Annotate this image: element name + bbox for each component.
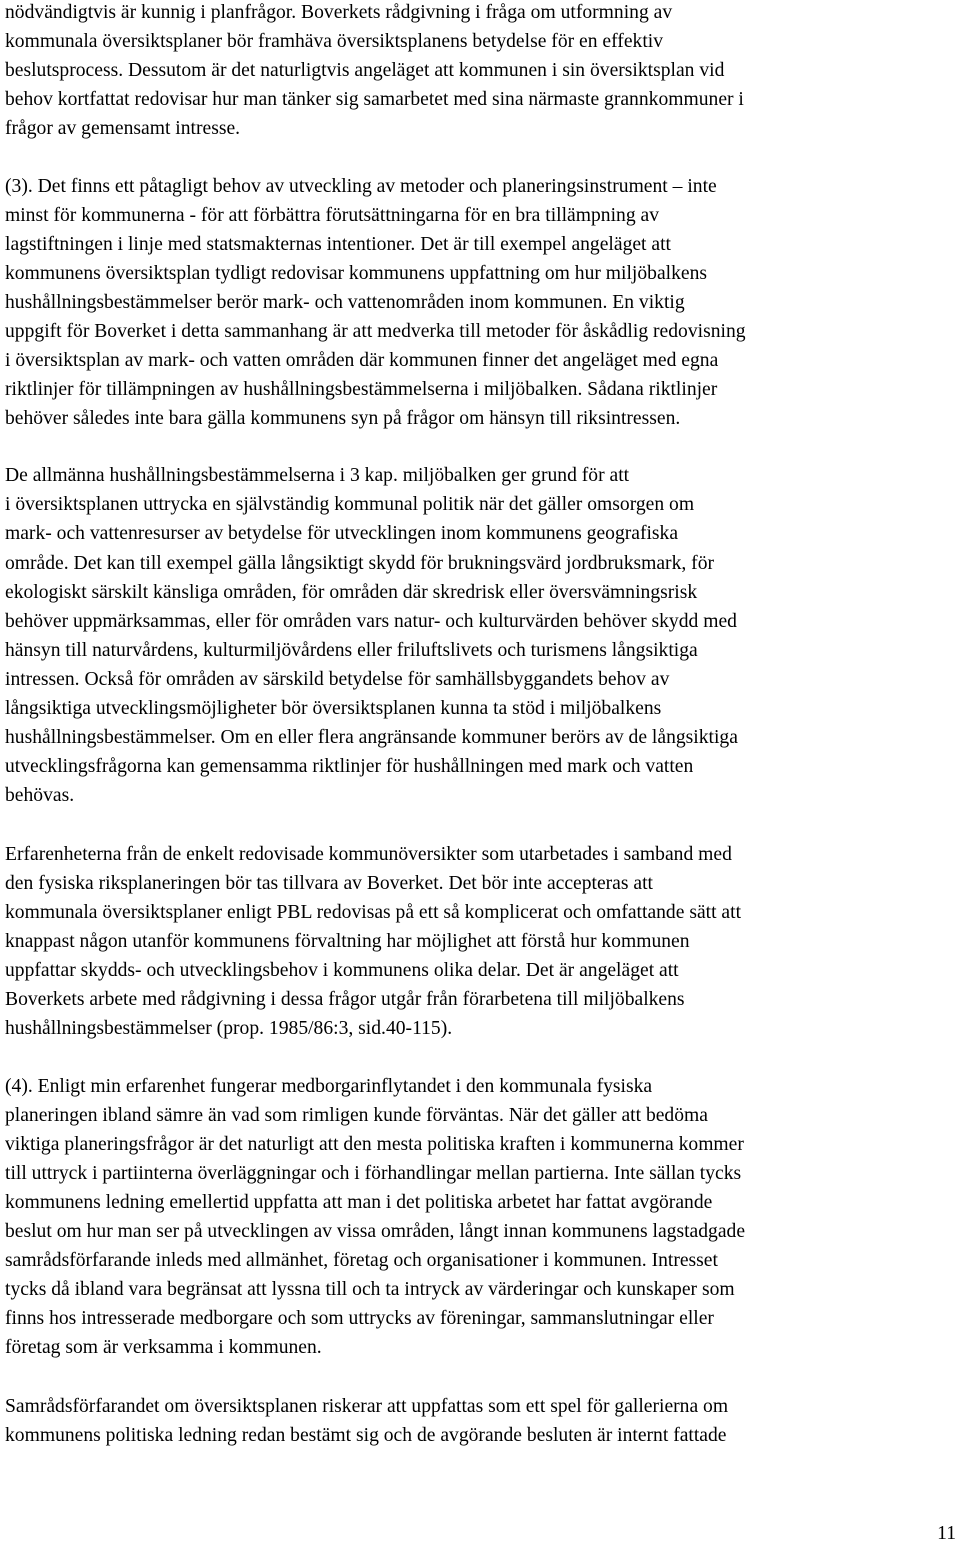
text-line: beslut om hur man ser på utvecklingen av vissa områden, långt innan kommunens lagstadgade (5, 1221, 746, 1242)
text-line: hushållningsbestämmelser berör mark- och vattenområden inom kommunen. En viktig (5, 292, 685, 313)
text-line: behov kortfattat redovisar hur man tänker sig samarbetet med sina närmaste grannkommuner i (5, 89, 744, 110)
text-line: minst för kommunerna - för att förbättra förutsättningarna för en bra tillämpning av (5, 205, 660, 226)
text-line: riktlinjer för tillämpningen av hushållningsbestämmelserna i miljöbalken. Sådana riktlinjer (5, 379, 718, 400)
text-line: planeringen ibland sämre än vad som rimligen kunde förväntas. När det gäller att bedöma (5, 1105, 708, 1126)
text-line: mark- och vattenresurser av betydelse för utvecklingen inom kommunens geografiska (5, 523, 679, 544)
text-line: beslutsprocess. Dessutom är det naturligtvis angeläget att kommunen i sin översiktsplan vid (5, 60, 725, 81)
text-line: lagstiftningen i linje med statsmakternas intentioner. Det är till exempel angeläget att (5, 234, 671, 255)
page-number: 11 (937, 1523, 956, 1544)
text-line: uppgift för Boverket i detta sammanhang är att medverka till metoder för åskådlig redovisning (5, 321, 746, 342)
text-line: kommunala översiktsplaner bör framhäva översiktsplanens betydelse för en effektiv (5, 31, 663, 52)
text-line: kommunens ledning emellertid uppfatta att man i det politiska arbetet har fattat avgörande (5, 1192, 713, 1213)
text-line: (4). Enligt min erfarenhet fungerar medborgarinflytandet i den kommunala fysiska (5, 1076, 653, 1097)
text-line: samrådsförfarande inleds med allmänhet, företag och organisationer i kommunen. Intresset (5, 1250, 718, 1271)
text-line: kommunala översiktsplaner enligt PBL redovisas på ett så komplicerat och omfattande sätt att (5, 902, 742, 923)
text-line: (3). Det finns ett påtagligt behov av utveckling av metoder och planeringsinstrument – inte (5, 176, 717, 197)
text-line: den fysiska riksplaneringen bör tas tillvara av Boverket. Det bör inte accepteras att (5, 873, 653, 894)
text-line: Samrådsförfarandet om översiktsplanen riskerar att uppfattas som ett spel för gallerierna om (5, 1396, 729, 1417)
text-line: i översiktsplanen uttrycka en självständig kommunal politik när det gäller omsorgen om (5, 494, 695, 515)
text-line: uppfattar skydds- och utvecklingsbehov i kommunens olika delar. Det är angeläget att (5, 960, 679, 981)
text-line: till uttryck i partiinterna överläggningar och i förhandlingar mellan partierna. Inte sällan tycks (5, 1163, 742, 1184)
text-line: finns hos intresserade medborgare och som uttrycks av föreningar, sammanslutningar eller (5, 1308, 714, 1329)
text-line: hushållningsbestämmelser (prop. 1985/86:3, sid.40-115). (5, 1018, 453, 1039)
text-line: behövas. (5, 785, 75, 806)
text-line: tycks då ibland vara begränsat att lyssna till och ta intryck av värderingar och kunskaper som (5, 1279, 735, 1300)
text-line: Erfarenheterna från de enkelt redovisade kommunöversikter som utarbetades i samband med (5, 844, 732, 865)
text-line: behöver således inte bara gälla kommunens syn på frågor om hänsyn till riksintressen. (5, 408, 681, 429)
text-line: hushållningsbestämmelser. Om en eller flera angränsande kommuner berörs av de långsiktiga (5, 727, 738, 748)
text-line: hänsyn till naturvårdens, kulturmiljövårdens eller friluftslivets och turismens långsiktiga (5, 640, 698, 661)
text-line: företag som är verksamma i kommunen. (5, 1337, 322, 1358)
text-line: i översiktsplan av mark- och vatten områden där kommunen finner det angeläget med egna (5, 350, 719, 371)
text-line: knappast någon utanför kommunens förvaltning har möjlighet att förstå hur kommunen (5, 931, 690, 952)
text-line: kommunens politiska ledning redan bestämt sig och de avgörande besluten är internt fattade (5, 1425, 727, 1446)
text-line: viktiga planeringsfrågor är det naturligt att den mesta politiska kraften i kommunerna kommer (5, 1134, 744, 1155)
text-line: Boverkets arbete med rådgivning i dessa frågor utgår från förarbetena till miljöbalkens (5, 989, 685, 1010)
text-line: De allmänna hushållningsbestämmelserna i 3 kap. miljöbalken ger grund för att (5, 465, 630, 486)
text-line: område. Det kan till exempel gälla långsiktigt skydd för brukningsvärd jordbruksmark, för (5, 553, 715, 574)
text-line: intressen. Också för områden av särskild betydelse för samhällsbyggandets behov av (5, 669, 670, 690)
text-line: kommunens översiktsplan tydligt redovisar kommunens uppfattning om hur miljöbalkens (5, 263, 708, 284)
text-line: behöver uppmärksammas, eller för områden vars natur- och kulturvärden behöver skydd med (5, 611, 737, 632)
text-line: långsiktiga utvecklingsmöjligheter bör översiktsplanen kunna ta stöd i miljöbalkens (5, 698, 662, 719)
text-line: ekologiskt särskilt känsliga områden, för områden där skredrisk eller översvämningsrisk (5, 582, 698, 603)
text-line: frågor av gemensamt intresse. (5, 118, 241, 139)
text-line: nödvändigtvis är kunnig i planfrågor. Boverkets rådgivning i fråga om utformning av (5, 2, 673, 23)
text-line: utvecklingsfrågorna kan gemensamma riktlinjer för hushållningen med mark och vatten (5, 756, 694, 777)
